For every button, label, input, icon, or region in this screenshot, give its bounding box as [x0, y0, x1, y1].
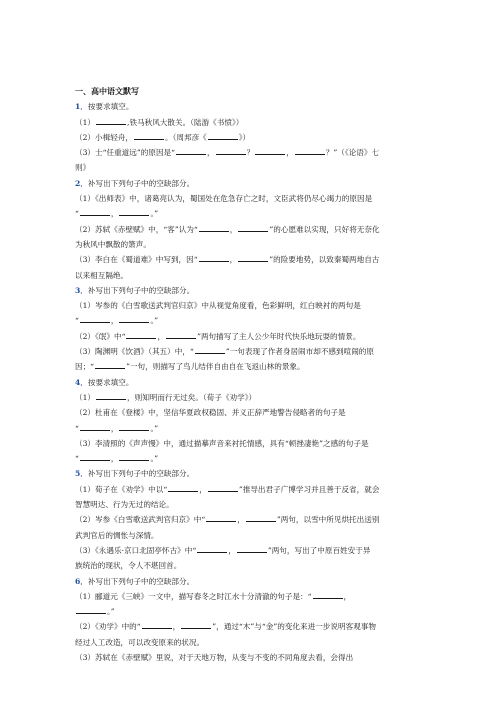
text-line	[75, 344, 425, 359]
answer-blank	[295, 145, 325, 155]
text-line	[75, 176, 425, 191]
line-text: （3）陶渊明《饮酒》（其五）中，“	[75, 347, 194, 357]
line-text: （2）苏轼《赤壁赋》中，“客”认为“	[75, 224, 198, 234]
text-line	[75, 390, 425, 405]
answer-blank	[119, 313, 149, 323]
line-text: （3）士“任重道远”的原因是“	[75, 148, 176, 158]
line-text: （1）岑参的《白雪歌送武判官归京》中从视觉角度看，色彩鲜明，红白映衬的两句是	[75, 301, 361, 311]
text-line	[75, 99, 425, 114]
line-text: ，	[229, 255, 238, 265]
answer-blank	[199, 252, 229, 262]
answer-blank	[195, 344, 225, 354]
line-text: “	[75, 454, 79, 464]
text-line	[75, 512, 425, 527]
text-line	[75, 650, 425, 665]
line-text: ”一句表现了作者身居闹市却不感到喧闹的原	[225, 347, 374, 357]
line-text: 。”	[150, 209, 159, 219]
answer-blank	[238, 252, 268, 262]
line-text: ，则知明而行无过矣。（荀子《劝学》）	[127, 392, 257, 402]
text-line	[75, 421, 425, 436]
line-text: （1）郦道元《三峡》一文中，描写春冬之时江水十分清澈的句子是：“	[75, 591, 312, 601]
answer-blank	[168, 482, 198, 492]
answer-blank	[96, 390, 126, 400]
answer-blank	[95, 359, 125, 369]
line-text: ”一句，则描写了鸟儿结伴自由自在飞返山林的景象。	[126, 362, 305, 372]
text-line	[75, 313, 425, 328]
line-text: 。”	[150, 423, 159, 433]
line-text: （3）李清照的《声声慢》中，通过描摹声音来衬托情感，具有“顿挫凄艳”之感的句子是	[75, 438, 369, 448]
answer-blank	[208, 130, 238, 140]
line-text: ，	[110, 454, 119, 464]
line-text: ，	[286, 148, 294, 158]
line-text: ，	[110, 316, 119, 326]
answer-blank	[142, 619, 172, 629]
line-text: ”推导出君子广博学习并且善于反省，就会	[238, 484, 380, 494]
line-text: 。”	[150, 454, 159, 464]
text-line	[75, 604, 425, 619]
line-text: ”，通过“木”与“金”的变化来进一步说明客观事物	[212, 622, 376, 632]
line-text: 。”	[150, 316, 159, 326]
line-text: “	[75, 316, 79, 326]
answer-blank	[216, 145, 246, 155]
text-line	[75, 436, 425, 451]
text-line	[75, 160, 425, 175]
answer-blank	[80, 206, 110, 216]
text-line	[75, 283, 425, 298]
line-text: ，	[229, 224, 238, 234]
line-text: （2）《氓》中“	[75, 331, 126, 341]
text-line	[75, 145, 425, 160]
line-text: ？”（《论语》七	[325, 148, 380, 158]
line-text: （3）苏轼在《赤壁赋》里说，对于天地万物，从变与不变的不同角度去看，会得出	[75, 652, 354, 662]
line-text: “	[75, 209, 79, 219]
section-title: 一、高中语文默写	[75, 86, 139, 96]
answer-blank	[119, 206, 149, 216]
text-line	[75, 405, 425, 420]
line-text: （3）李白在《蜀道难》中写到，因“	[75, 255, 198, 265]
text-line	[75, 268, 425, 283]
answer-blank	[80, 313, 110, 323]
answer-blank	[76, 604, 106, 614]
exercise-content	[75, 84, 425, 665]
text-line	[75, 375, 425, 390]
text-line	[75, 237, 425, 252]
line-text: ，	[110, 423, 119, 433]
answer-blank	[80, 451, 110, 461]
line-text: “	[75, 423, 79, 433]
line-text: 》）	[238, 132, 251, 142]
text-line	[75, 558, 425, 573]
line-text: 补写出下列句子中的空缺部分。	[87, 285, 195, 295]
line-text: ”的险要地势，以致秦蜀两地自古	[269, 255, 380, 265]
line-text: 补写出下列句子中的空缺部分。	[87, 469, 195, 479]
line-text: ”两句描写了主人公少年时代快乐地玩耍的情景。	[197, 331, 361, 341]
question-number: 5．	[75, 469, 88, 479]
line-text: 。（周邦彦《	[165, 132, 207, 142]
line-text: 补写出下列句子中的空缺部分。	[87, 178, 195, 188]
answer-blank	[238, 222, 268, 232]
line-text: ,铁马秋风大散关。（陆游《书愤》）	[127, 117, 244, 127]
text-line	[75, 329, 425, 344]
answer-blank	[246, 512, 276, 522]
text-line	[75, 222, 425, 237]
line-text: 按要求填空。	[87, 102, 134, 112]
line-text: ，	[199, 484, 207, 494]
text-line	[75, 543, 425, 558]
line-text: （2）岑参《白雪歌送武判官归京》中“	[75, 515, 206, 525]
line-text: 补写出下列句子中的空缺部分。	[87, 576, 195, 586]
answer-blank	[119, 421, 149, 431]
line-text: ，	[228, 545, 236, 555]
text-line	[75, 130, 425, 145]
line-text: （2）杜甫在《登楼》中，坚信华夏政权稳固、并义正辞严地警告侵略者的句子是	[75, 408, 346, 418]
text-line	[75, 497, 425, 512]
answer-blank	[96, 115, 126, 125]
line-text: （1）荀子在《劝学》中以“	[75, 484, 168, 494]
answer-blank	[199, 222, 229, 232]
question-number: 4．	[75, 377, 88, 387]
question-number: 2．	[75, 178, 88, 188]
answer-blank	[126, 329, 156, 339]
answer-blank	[208, 482, 238, 492]
answer-blank	[166, 329, 196, 339]
text-line	[75, 115, 425, 130]
line-text: ，	[343, 591, 352, 601]
text-line	[75, 589, 425, 604]
line-text: 按要求填空。	[87, 377, 134, 387]
line-text: （2）《劝学》中的“	[75, 622, 141, 632]
answer-blank	[134, 130, 164, 140]
question-number: 6．	[75, 576, 88, 586]
line-text: 。”	[107, 607, 115, 617]
line-text: ，	[207, 148, 215, 158]
line-text: ”两句，写出了中原百姓安于异	[267, 545, 371, 555]
answer-blank	[206, 512, 236, 522]
line-text: ，	[157, 331, 166, 341]
answer-blank	[176, 145, 206, 155]
line-text: 以来相互隔绝。	[75, 270, 129, 280]
answer-blank	[181, 619, 211, 629]
line-text: ，	[237, 515, 245, 525]
line-text: （1）《出师表》中，诸葛亮认为，蜀国处在危急存亡之时，文臣武将仍尽心竭力的原因是	[75, 194, 373, 204]
line-text: 经过人工改造，可以改变原来的状况。	[75, 637, 205, 647]
line-text: ，	[172, 622, 181, 632]
line-text: （1）	[75, 117, 96, 127]
answer-blank	[119, 451, 149, 461]
question-number: 3．	[75, 285, 88, 295]
line-text: 族统治的现状，令人不堪回首。	[75, 561, 182, 571]
text-line	[75, 298, 425, 313]
question-number: 1．	[75, 102, 88, 112]
line-text: （3）《永遇乐·京口北固亭怀古》中“	[75, 545, 197, 555]
line-text: 为秋风中飘散的箫声。	[75, 239, 151, 249]
answer-blank	[313, 589, 343, 599]
line-text: 因；“	[75, 362, 95, 372]
text-line	[75, 191, 425, 206]
text-line	[75, 482, 425, 497]
line-text: （2）小楫轻舟，	[75, 132, 133, 142]
line-text: ”的心愿难以实现，只好将无奈化	[269, 224, 380, 234]
line-text: （1）	[75, 392, 96, 402]
text-line	[75, 252, 425, 267]
line-text: 智慧明达、行为无过的结论。	[75, 500, 174, 510]
line-text: 则》	[75, 163, 91, 173]
text-line	[75, 451, 425, 466]
answer-blank	[80, 421, 110, 431]
text-line	[75, 359, 425, 374]
answer-blank	[255, 145, 285, 155]
text-line	[75, 528, 425, 543]
answer-blank	[197, 543, 227, 553]
text-line	[75, 619, 425, 634]
text-line	[75, 466, 425, 481]
text-line	[75, 574, 425, 589]
line-text: ”两句，以雪中所见烘托出送别	[276, 515, 380, 525]
line-text: ，	[110, 209, 119, 219]
text-line	[75, 206, 425, 221]
line-text: ？	[246, 148, 255, 158]
answer-blank	[237, 543, 267, 553]
text-line	[75, 635, 425, 650]
line-text: 武判官后的惆怅与深情。	[75, 530, 159, 540]
